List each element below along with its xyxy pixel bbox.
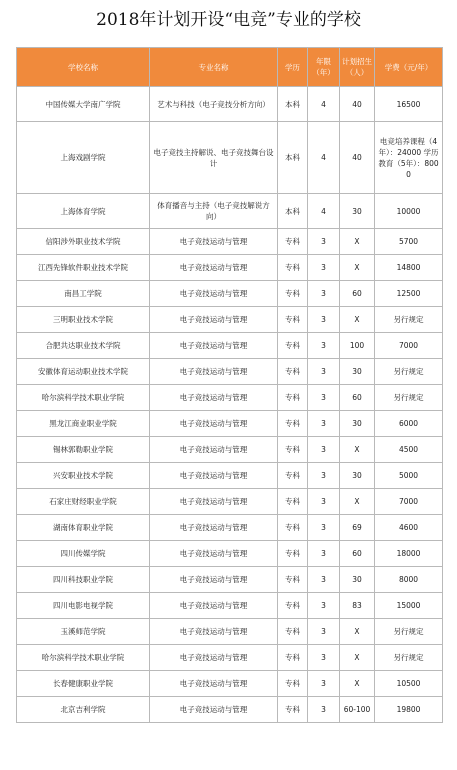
cell-enroll: 30 [340,411,375,437]
cell-years: 3 [308,463,340,489]
cell-enroll: 30 [340,194,375,229]
cell-years: 4 [308,122,340,194]
cell-enroll: 100 [340,333,375,359]
cell-degree: 专科 [278,359,308,385]
cell-degree: 本科 [278,87,308,122]
cell-school: 三明职业技术学院 [17,307,150,333]
table-row [17,645,443,671]
cell-degree: 专科 [278,697,308,723]
cell-school: 湖南体育职业学院 [17,515,150,541]
cell-degree: 专科 [278,541,308,567]
cell-years: 3 [308,359,340,385]
cell-major: 电子竞技主持解说、电子竞技舞台设计 [150,122,278,194]
cell-enroll: X [340,645,375,671]
cell-major: 电子竞技运动与管理 [150,437,278,463]
table-row [17,489,443,515]
cell-degree: 专科 [278,333,308,359]
cell-degree: 专科 [278,567,308,593]
cell-degree: 专科 [278,515,308,541]
cell-major: 电子竞技运动与管理 [150,567,278,593]
column-header-enroll: 计划招生（人） [340,48,375,87]
cell-school: 石家庄财经职业学院 [17,489,150,515]
cell-fee: 19800 [375,697,443,723]
cell-fee: 15000 [375,593,443,619]
cell-years: 3 [308,411,340,437]
cell-major: 电子竞技运动与管理 [150,463,278,489]
cell-degree: 专科 [278,411,308,437]
cell-major: 电子竞技运动与管理 [150,697,278,723]
cell-years: 4 [308,194,340,229]
cell-school: 四川传媒学院 [17,541,150,567]
cell-major: 电子竞技运动与管理 [150,671,278,697]
cell-degree: 专科 [278,593,308,619]
table-row [17,87,443,122]
cell-enroll: X [340,229,375,255]
cell-fee: 7000 [375,489,443,515]
column-header-major: 专业名称 [150,48,278,87]
cell-fee: 另行规定 [375,645,443,671]
cell-major: 电子竞技运动与管理 [150,333,278,359]
cell-years: 3 [308,671,340,697]
cell-school: 哈尔滨科学技术职业学院 [17,645,150,671]
cell-enroll: 60 [340,281,375,307]
cell-degree: 专科 [278,619,308,645]
cell-enroll: X [340,489,375,515]
table-row [17,619,443,645]
table-row [17,333,443,359]
cell-enroll: X [340,671,375,697]
cell-years: 3 [308,307,340,333]
cell-school: 上海戏剧学院 [17,122,150,194]
cell-years: 3 [308,437,340,463]
table-row [17,541,443,567]
cell-degree: 专科 [278,229,308,255]
cell-enroll: 40 [340,87,375,122]
table-row [17,463,443,489]
column-header-years: 年限（年） [308,48,340,87]
cell-fee: 4500 [375,437,443,463]
table-row [17,515,443,541]
cell-enroll: 60 [340,385,375,411]
table-row [17,307,443,333]
cell-years: 3 [308,229,340,255]
cell-enroll: 30 [340,359,375,385]
cell-enroll: 30 [340,567,375,593]
cell-degree: 专科 [278,437,308,463]
cell-fee: 16500 [375,87,443,122]
cell-fee: 14800 [375,255,443,281]
cell-degree: 专科 [278,255,308,281]
table-header-row [17,48,443,87]
cell-school: 四川电影电视学院 [17,593,150,619]
cell-school: 哈尔滨科学技术职业学院 [17,385,150,411]
cell-school: 上海体育学院 [17,194,150,229]
cell-enroll: 40 [340,122,375,194]
cell-years: 3 [308,515,340,541]
table-row [17,359,443,385]
cell-school: 玉溪师范学院 [17,619,150,645]
cell-major: 电子竞技运动与管理 [150,229,278,255]
cell-major: 电子竞技运动与管理 [150,619,278,645]
cell-school: 南昌工学院 [17,281,150,307]
cell-degree: 本科 [278,122,308,194]
cell-major: 电子竞技运动与管理 [150,411,278,437]
cell-school: 江西先锋软件职业技术学院 [17,255,150,281]
cell-degree: 专科 [278,645,308,671]
cell-fee: 5700 [375,229,443,255]
cell-enroll: 60 [340,541,375,567]
cell-degree: 专科 [278,489,308,515]
column-header-school: 学校名称 [17,48,150,87]
cell-fee: 另行规定 [375,385,443,411]
cell-school: 中国传媒大学南广学院 [17,87,150,122]
cell-major: 电子竞技运动与管理 [150,385,278,411]
cell-years: 3 [308,619,340,645]
table-row [17,697,443,723]
cell-degree: 专科 [278,671,308,697]
column-header-degree: 学历 [278,48,308,87]
table-row [17,122,443,194]
cell-major: 电子竞技运动与管理 [150,515,278,541]
cell-fee: 8000 [375,567,443,593]
column-header-fee: 学费（元/年） [375,48,443,87]
table-row [17,194,443,229]
cell-fee: 另行规定 [375,619,443,645]
cell-years: 3 [308,567,340,593]
cell-major: 电子竞技运动与管理 [150,359,278,385]
cell-major: 电子竞技运动与管理 [150,593,278,619]
cell-school: 长春健康职业学院 [17,671,150,697]
table-body [17,87,443,723]
cell-years: 3 [308,645,340,671]
cell-degree: 专科 [278,385,308,411]
table-row [17,567,443,593]
cell-fee: 4600 [375,515,443,541]
cell-degree: 专科 [278,307,308,333]
cell-fee: 6000 [375,411,443,437]
cell-years: 3 [308,255,340,281]
cell-enroll: 60-100 [340,697,375,723]
cell-years: 3 [308,281,340,307]
table-row [17,593,443,619]
cell-school: 北京吉利学院 [17,697,150,723]
cell-fee: 12500 [375,281,443,307]
cell-years: 3 [308,541,340,567]
table-row [17,255,443,281]
cell-major: 体育播音与主持（电子竞技解说方向） [150,194,278,229]
table-row [17,281,443,307]
cell-fee: 18000 [375,541,443,567]
cell-school: 四川科技职业学院 [17,567,150,593]
cell-enroll: 30 [340,463,375,489]
cell-degree: 专科 [278,463,308,489]
cell-school: 信阳涉外职业技术学院 [17,229,150,255]
cell-major: 电子竞技运动与管理 [150,255,278,281]
cell-enroll: 83 [340,593,375,619]
table-row [17,437,443,463]
cell-major: 电子竞技运动与管理 [150,489,278,515]
cell-years: 3 [308,489,340,515]
cell-years: 3 [308,333,340,359]
cell-enroll: X [340,619,375,645]
cell-school: 兴安职业技术学院 [17,463,150,489]
cell-enroll: X [340,437,375,463]
cell-fee: 7000 [375,333,443,359]
cell-enroll: 69 [340,515,375,541]
cell-school: 安徽体育运动职业技术学院 [17,359,150,385]
cell-fee: 10000 [375,194,443,229]
cell-major: 艺术与科技（电子竞技分析方向） [150,87,278,122]
cell-years: 4 [308,87,340,122]
cell-fee: 另行规定 [375,359,443,385]
cell-fee: 另行规定 [375,307,443,333]
cell-fee: 电竞培养课程（4年）：24000 学历教育（5年）：8000 [375,122,443,194]
cell-fee: 10500 [375,671,443,697]
cell-enroll: X [340,307,375,333]
cell-school: 黑龙江商业职业学院 [17,411,150,437]
cell-years: 3 [308,593,340,619]
cell-enroll: X [340,255,375,281]
cell-years: 3 [308,697,340,723]
table-row [17,671,443,697]
table-row [17,229,443,255]
cell-degree: 专科 [278,281,308,307]
cell-fee: 5000 [375,463,443,489]
table-row [17,385,443,411]
cell-school: 锡林郭勒职业学院 [17,437,150,463]
cell-major: 电子竞技运动与管理 [150,307,278,333]
cell-degree: 本科 [278,194,308,229]
table-row [17,411,443,437]
cell-major: 电子竞技运动与管理 [150,281,278,307]
cell-school: 合肥共达职业技术学院 [17,333,150,359]
school-table [16,47,443,723]
cell-years: 3 [308,385,340,411]
page-title: 2018年计划开设“电竞”专业的学校 [96,10,361,30]
cell-major: 电子竞技运动与管理 [150,645,278,671]
cell-major: 电子竞技运动与管理 [150,541,278,567]
